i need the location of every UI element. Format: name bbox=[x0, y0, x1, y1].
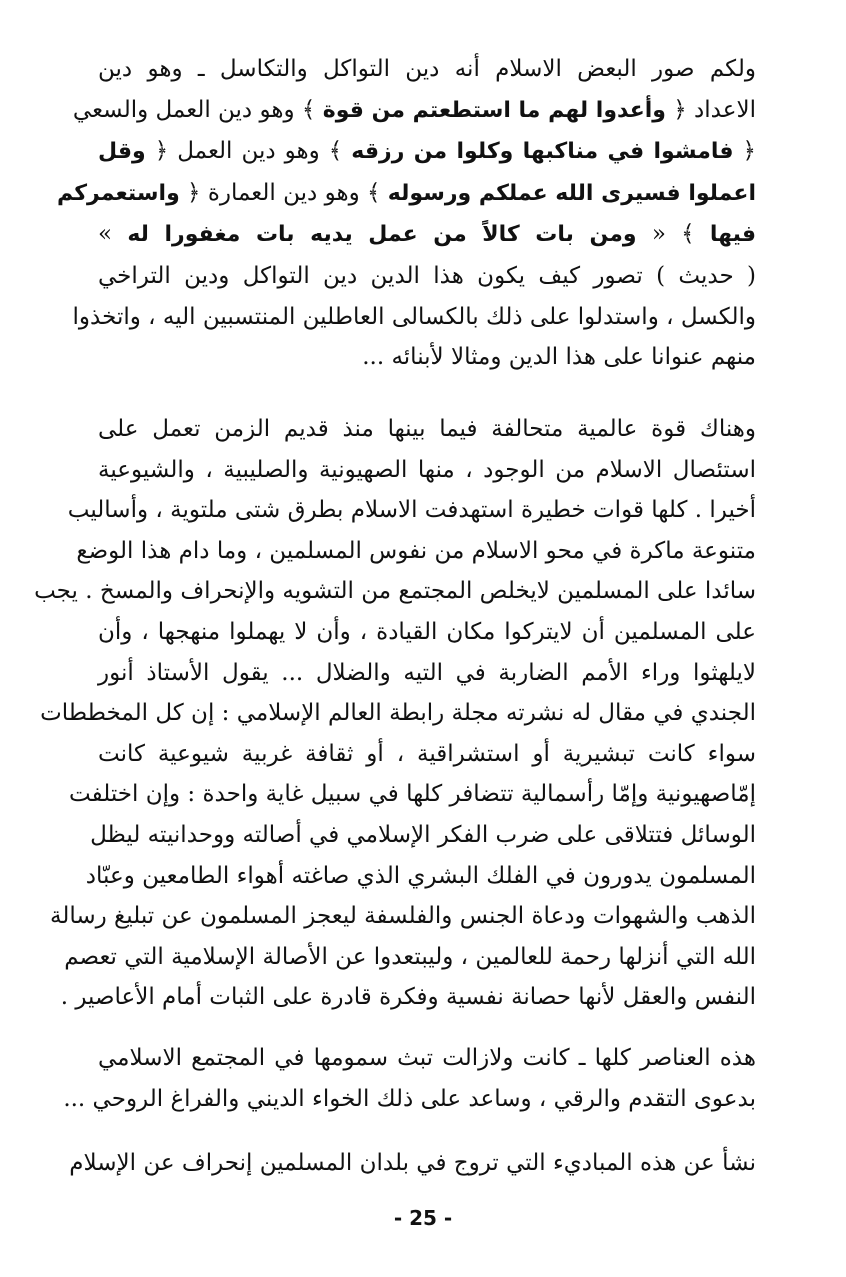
text-line: المسلمون يدورون في الفلك البشري الذي صاغته أهواء الطامعين وعبّاد bbox=[85, 862, 756, 889]
text-line: هذه العناصر كلها ـ كانت ولازالت تبث سمومها في المجتمع الاسلامي bbox=[98, 1045, 756, 1071]
paragraph-3 bbox=[63, 1038, 756, 1119]
text-line: لايلهثوا وراء الأمم الضاربة في التيه والضلال ... يقول الأستاذ أنور bbox=[98, 659, 756, 686]
text-line: سواء كانت تبشيرية أو استشراقية ، أو ثقافة غربية شيوعية كانت bbox=[98, 740, 756, 767]
text-line: والكسل ، واستدلوا على ذلك بالكسالى العاطلين المنتسبين اليه ، واتخذوا bbox=[72, 303, 756, 330]
page-number: - 25 - bbox=[393, 1206, 453, 1230]
text-line: الوسائل فتتلاقى على ضرب الفكر الإسلامي في أصالته ووحدانيته ليظل bbox=[90, 821, 756, 848]
quranic-quote-bold: وقل bbox=[98, 139, 146, 165]
text-line: الجندي في مقال له نشرته مجلة رابطة العالم الإسلامي : إن كل المخططات bbox=[40, 700, 756, 727]
text-line: على المسلمين أن لايتركوا مكان القيادة ، وأن لا يهملوا منهجها ، وأن bbox=[98, 618, 756, 645]
text-line: منهم عنوانا على هذا الدين ومثالا لأبنائه ... bbox=[362, 344, 756, 371]
quranic-quote-bold: فامشوا في مناكبها وكلوا من رزقه bbox=[351, 139, 734, 165]
quranic-quote-bold: وأعدوا لهم ما استطعتم من قوة bbox=[322, 97, 666, 123]
text-line: الاعداد ﴿ وأعدوا لهم ما استطعتم من قوة ﴾ وهو دين العمل والسعي bbox=[72, 96, 756, 123]
text-line: اعملوا فسيرى الله عملكم ورسوله ﴾ وهو دين العمارة ﴿ واستعمركم bbox=[57, 179, 756, 206]
text-line: فيها ﴾ « ومن بات كالاً من عمل يديه بات مغفورا له » bbox=[98, 221, 756, 248]
text-line: أخيرا . كلها قوات خطيرة استهدفت الاسلام بطرق شتى ملتوية ، وأساليب bbox=[67, 497, 756, 524]
text-line: نشأ عن هذه المباديء التي تروج في بلدان المسلمين إنحراف عن الإسلام bbox=[69, 1150, 756, 1176]
paragraph-2 bbox=[34, 409, 756, 1018]
text-line: ( حديث ) تصور كيف يكون هذا الدين دين التواكل ودين التراخي bbox=[98, 262, 756, 289]
quranic-quote-bold: واستعمركم bbox=[57, 180, 180, 206]
text-line: إمّاصهيونية وإمّا رأسمالية تتضافر كلها في سبيل غاية واحدة : وإن اختلفت bbox=[69, 781, 756, 808]
quranic-quote-bold: فيها bbox=[709, 222, 756, 248]
text-line: ولكم صور البعض الاسلام أنه دين التواكل والتكاسل ـ وهو دين bbox=[98, 56, 756, 82]
quranic-quote-bold: اعملوا فسيرى الله عملكم ورسوله bbox=[387, 180, 756, 206]
text-line: وهناك قوة عالمية متحالفة فيما بينها منذ قديم الزمن تعمل على bbox=[98, 416, 756, 442]
paragraph-1 bbox=[57, 49, 756, 378]
text-line: متنوعة ماكرة في محو الاسلام من نفوس المسلمين ، وما دام هذا الوضع bbox=[76, 537, 756, 564]
text-line: استئصال الاسلام من الوجود ، منها الصهيونية والصليبية ، والشيوعية bbox=[98, 456, 756, 483]
quranic-quote-bold: ومن بات كالاً من عمل يديه بات مغفورا له bbox=[127, 222, 637, 248]
paragraph-text bbox=[34, 409, 756, 1018]
text-line: سائدا على المسلمين لايخلص المجتمع من التشويه والإنحراف والمسخ . يجب bbox=[34, 578, 756, 605]
paragraph-text bbox=[69, 1143, 756, 1184]
text-line: ﴿ فامشوا في مناكبها وكلوا من رزقه ﴾ وهو دين العمل ﴿ وقل bbox=[98, 138, 756, 165]
paragraph-text bbox=[63, 1038, 756, 1119]
text-line: بدعوى التقدم والرقي ، وساعد على ذلك الخواء الديني والفراغ الروحي ... bbox=[63, 1085, 756, 1112]
text-line: الله التي أنزلها رحمة للعالمين ، وليبتعدوا عن الأصالة الإسلامية التي تعصم bbox=[64, 943, 756, 970]
paragraph-4 bbox=[69, 1143, 756, 1184]
paragraph-text bbox=[57, 49, 756, 378]
text-line: الذهب والشهوات ودعاة الجنس والفلسفة ليعجز المسلمون عن تبليغ رسالة bbox=[50, 903, 756, 930]
text-line: النفس والعقل لأنها حصانة نفسية وفكرة قادرة على الثبات أمام الأعاصير . bbox=[60, 984, 756, 1011]
